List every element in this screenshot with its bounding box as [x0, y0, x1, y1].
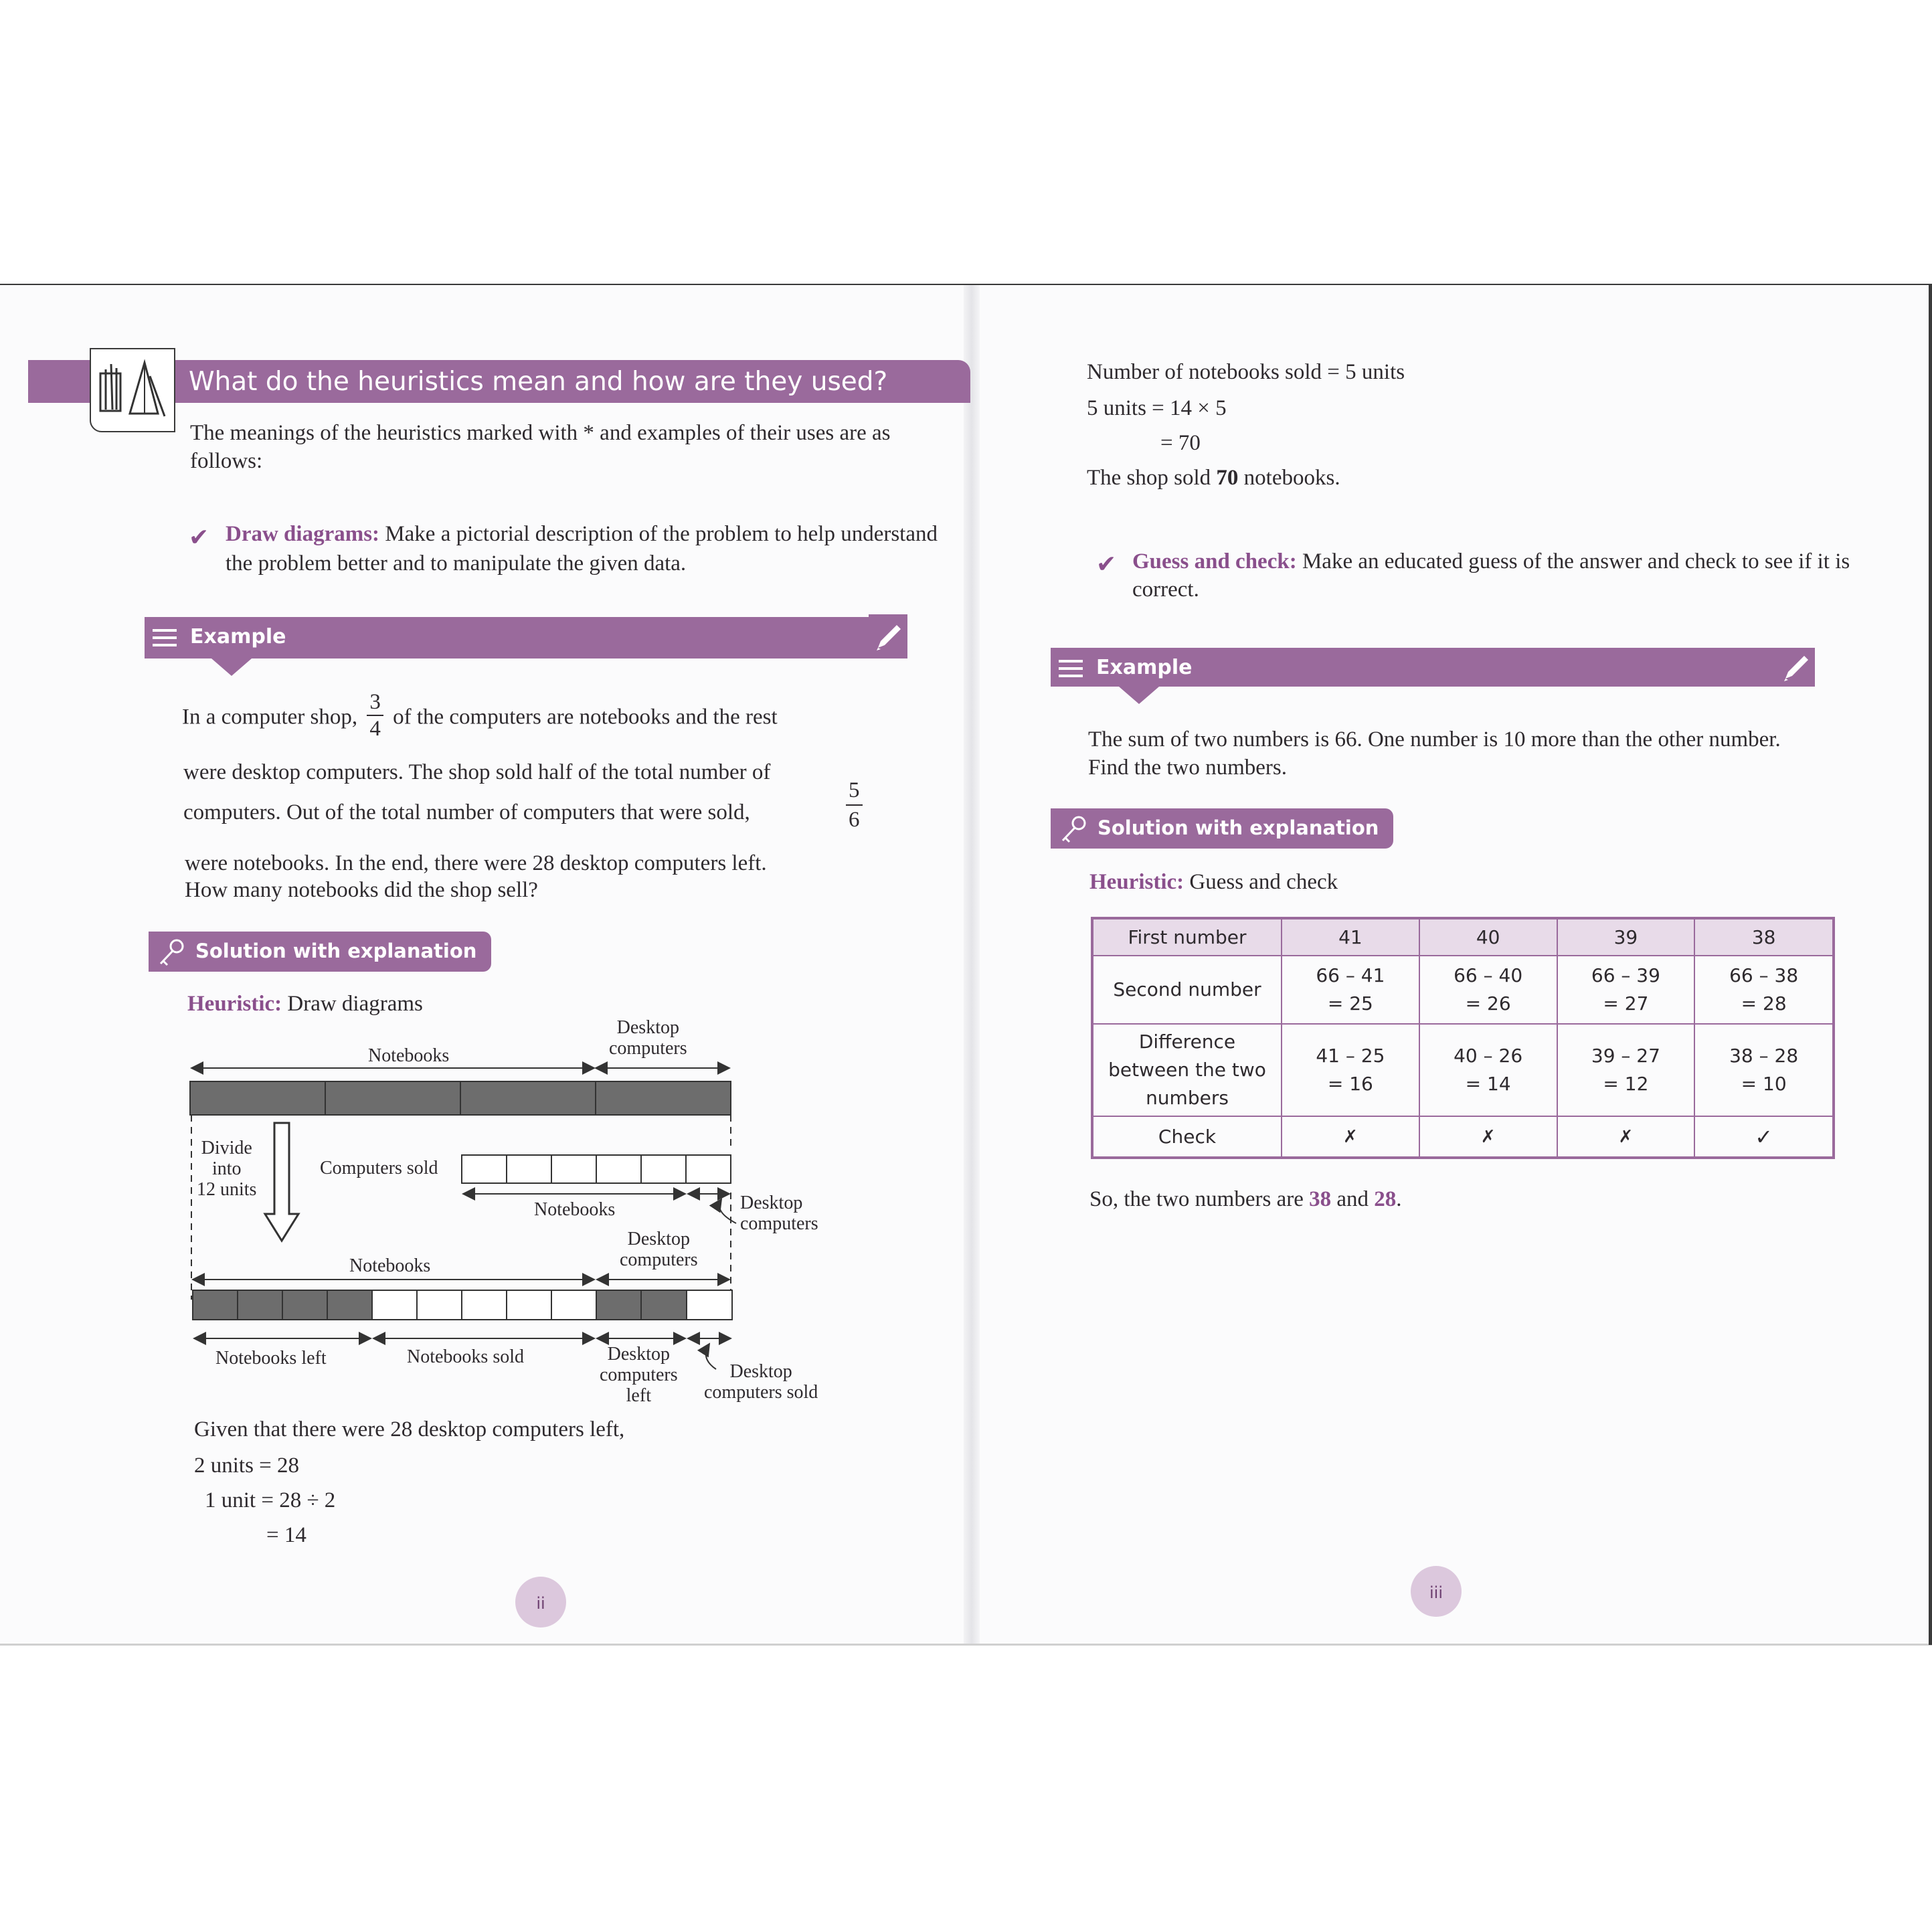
- cell-line: 38 – 28: [1729, 1045, 1799, 1067]
- problem-text-a: In a computer shop,: [182, 705, 358, 729]
- conclusion-post: .: [1396, 1187, 1402, 1211]
- cell-line: 39 – 27: [1591, 1045, 1660, 1067]
- answer-line: [1087, 463, 1340, 493]
- example-label: Example: [190, 625, 286, 648]
- cell-line: = 25: [1327, 992, 1373, 1015]
- frac-num: 3: [367, 689, 383, 716]
- heuristic-tag: Heuristic:: [187, 992, 282, 1016]
- solution-label: Solution with explanation: [1097, 816, 1379, 839]
- label-line: Desktop: [627, 1229, 690, 1249]
- solution-label: Solution with explanation: [195, 940, 477, 962]
- label-computers-sold: Computers sold: [320, 1158, 438, 1178]
- book-right-edge: [1929, 284, 1932, 1645]
- cell-line: 66 – 40: [1454, 964, 1523, 986]
- label-notebooks-mid: Notebooks: [534, 1199, 616, 1220]
- example-notch: [211, 658, 252, 676]
- cell-label: Second number: [1092, 956, 1282, 1024]
- heuristic-value: Draw diagrams: [287, 992, 423, 1016]
- conclusion-line: [1089, 1184, 1402, 1214]
- label-line: into: [211, 1158, 242, 1179]
- heuristic-tag: Heuristic:: [1089, 870, 1184, 894]
- example-label: Example: [1096, 656, 1193, 679]
- calc-line-2: 2 units = 28: [194, 1454, 300, 1478]
- key-icon: [155, 937, 187, 968]
- cell: [1282, 1024, 1419, 1116]
- bar-model-diagram: [181, 1011, 837, 1412]
- calc-line-3: 1 unit = 28 ÷ 2: [205, 1488, 336, 1512]
- guess-check-item: [1132, 547, 1875, 604]
- label-desktop-sold: [704, 1361, 818, 1403]
- fraction-five-sixths: [846, 776, 863, 834]
- cell-line: = 12: [1603, 1073, 1649, 1095]
- pencils-icon: [90, 348, 175, 432]
- label-line: Desktop: [607, 1344, 670, 1365]
- heuristic-name: Draw diagrams:: [226, 522, 380, 546]
- problem-line-2: were desktop computers. The shop sold half of the total number of: [183, 760, 771, 784]
- label-desktop-top: [609, 1017, 687, 1059]
- row-first-number: [1092, 918, 1834, 956]
- answer-number-b: 28: [1374, 1187, 1397, 1211]
- label-notebooks-low: Notebooks: [349, 1255, 431, 1276]
- check-icon: ✔: [1096, 551, 1117, 578]
- r-calc-line-1: Number of notebooks sold = 5 units: [1087, 360, 1405, 384]
- cell-line: = 27: [1603, 992, 1649, 1015]
- calc-line-4: = 14: [266, 1523, 306, 1547]
- r-problem: The sum of two numbers is 66. One number is 10 more than the other number. Find the two numbers.: [1088, 727, 1781, 780]
- example-bar: [1051, 648, 1815, 687]
- cell: 41: [1282, 918, 1419, 956]
- check-icon: ✔: [189, 524, 209, 551]
- r-calc-line-2: 5 units = 14 × 5: [1087, 396, 1227, 420]
- label-line: computers: [740, 1213, 818, 1234]
- frac-den: 4: [369, 717, 381, 741]
- cell-line: = 16: [1327, 1073, 1373, 1095]
- cross-icon: ✗: [1557, 1116, 1695, 1158]
- label-line: Divide: [201, 1138, 252, 1158]
- label-line: computers: [609, 1038, 687, 1059]
- cell-line: = 26: [1465, 992, 1511, 1015]
- cross-icon: ✗: [1282, 1116, 1419, 1158]
- book-bottom-edge: [0, 1644, 1932, 1646]
- pencil-icon: [869, 614, 907, 658]
- pencil-icon: [1776, 648, 1815, 687]
- cell: 40: [1419, 918, 1557, 956]
- problem-line-4: were notebooks. In the end, there were 28 desktop computers left.: [185, 851, 767, 875]
- problem-line-1: [182, 690, 878, 741]
- label-line: computers: [620, 1249, 698, 1270]
- checkmark-icon: ✓: [1694, 1116, 1834, 1158]
- page-number-right: iii: [1411, 1566, 1462, 1617]
- heuristic-name: Guess and check:: [1132, 549, 1297, 574]
- label-desktop-mid: [740, 1193, 818, 1234]
- frac-num: 5: [846, 776, 863, 806]
- heuristic-value: Guess and check: [1189, 870, 1338, 894]
- key-icon: [1057, 814, 1089, 845]
- label-line: computers sold: [704, 1382, 818, 1403]
- cross-icon: ✗: [1419, 1116, 1557, 1158]
- label-line: Desktop: [740, 1193, 803, 1213]
- heuristic-description: Make an educated guess of the answer and check to see if it is correct.: [1132, 549, 1850, 602]
- frac-den: 6: [849, 808, 860, 832]
- gutter: [964, 285, 980, 1644]
- label-line: Desktop: [729, 1361, 792, 1382]
- intro-text: The meanings of the heuristics marked with * and examples of their uses are as follows:: [190, 421, 891, 473]
- fraction-three-quarters: [367, 689, 383, 741]
- cell-line: 40 – 26: [1454, 1045, 1523, 1067]
- r-heuristic-line: [1089, 867, 1338, 897]
- label-line: 12 units: [197, 1179, 257, 1200]
- problem-text-b: of the computers are notebooks and the rest: [393, 705, 778, 729]
- label-notebooks-left: Notebooks left: [215, 1348, 327, 1369]
- conclusion-mid: and: [1331, 1187, 1375, 1211]
- answer-pre: The shop sold: [1087, 466, 1217, 490]
- calc-line-1: Given that there were 28 desktop computers left,: [194, 1417, 625, 1441]
- menu-icon: [1059, 660, 1083, 677]
- cell: [1419, 956, 1557, 1024]
- draw-diagrams-item: [226, 519, 946, 578]
- r-calc-line-3: = 70: [1160, 431, 1201, 455]
- cell-line: = 10: [1741, 1073, 1787, 1095]
- answer-post: notebooks.: [1238, 466, 1340, 490]
- conclusion-pre: So, the two numbers are: [1089, 1187, 1310, 1211]
- label-divide: [197, 1138, 256, 1200]
- cell-line: = 14: [1465, 1073, 1511, 1095]
- cell: 38: [1694, 918, 1834, 956]
- cell-line: 66 – 39: [1591, 964, 1660, 986]
- label-line: Desktop: [616, 1017, 679, 1038]
- cell-line: 66 – 41: [1316, 964, 1385, 986]
- cell: [1419, 1024, 1557, 1116]
- problem-line-5: How many notebooks did the shop sell?: [185, 878, 538, 902]
- menu-icon: [153, 629, 177, 646]
- row-difference: [1092, 1024, 1834, 1116]
- cell: [1694, 956, 1834, 1024]
- cell-label: Check: [1092, 1116, 1282, 1158]
- banner-title: What do the heuristics mean and how are they used?: [189, 367, 888, 397]
- solution-bar: [1051, 808, 1393, 849]
- answer-number-a: 38: [1309, 1187, 1332, 1211]
- row-check: [1092, 1116, 1834, 1158]
- cell-line: = 28: [1741, 992, 1787, 1015]
- page-number-left: ii: [515, 1577, 566, 1628]
- row-second-number: [1092, 956, 1834, 1024]
- label-notebooks-top: Notebooks: [368, 1045, 450, 1066]
- label-line: computers: [600, 1365, 678, 1385]
- cell-label: Difference between the two numbers: [1092, 1024, 1282, 1116]
- cell: [1557, 1024, 1695, 1116]
- example-notch: [1119, 687, 1159, 704]
- label-desktop-left: [600, 1344, 678, 1406]
- label-notebooks-sold: Notebooks sold: [407, 1346, 524, 1367]
- solution-bar: [149, 932, 491, 972]
- cell: [1694, 1024, 1834, 1116]
- example-bar: [145, 617, 907, 658]
- cell: 39: [1557, 918, 1695, 956]
- guess-check-table: [1091, 917, 1835, 1159]
- answer-value: 70: [1216, 466, 1239, 490]
- cell-line: 41 – 25: [1316, 1045, 1385, 1067]
- heuristic-description: Make a pictorial description of the problem to help understand the problem better and to manipulate the given data.: [226, 522, 938, 576]
- cell: [1282, 956, 1419, 1024]
- cell-label: First number: [1092, 918, 1282, 956]
- label-line: left: [626, 1385, 651, 1406]
- label-desktop-low: [620, 1229, 698, 1270]
- problem-line-3: computers. Out of the total number of computers that were sold,: [183, 800, 750, 824]
- cell-line: 66 – 38: [1729, 964, 1799, 986]
- cell: [1557, 956, 1695, 1024]
